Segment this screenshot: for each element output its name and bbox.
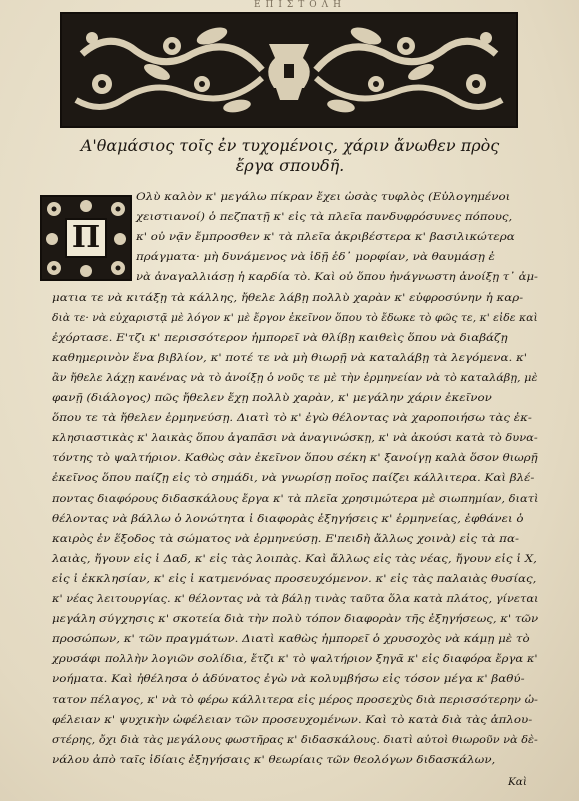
catchword: Καὶ	[507, 776, 527, 788]
text-line: κλησιαστικὰς κ' λαικὰς ὅπου ἀγαπᾶσι νὰ ἀναγινώσκῃ, κ' νὰ ἀκούσι κατὰ τὸ δυνα-	[52, 432, 538, 445]
text-line: χειστιανοί) ὁ πεζπατῇ κ' εἰς τὰ πλεῖα πανδυφρόσυνες πόπους,	[136, 211, 513, 224]
text-line: εἰς ἰ ἐκκλησίαν, κ' εἰς ἰ κατμενόνας προσευχόμενον. κ' εἰς τὰς παλαιὰς θυσίας,	[52, 572, 537, 585]
text-line: ματια τε νὰ κιτάξῃ τὰ κάλλης, ἤθελε λάβῃ πολλὺ χαρὰν κ' εὐφροσύνην ἡ καρ-	[52, 291, 524, 304]
text-line: προσώπων, κ' τῶν πραγμάτων. Διατὶ καθὼς ἠμπορεῖ ὁ χρυσοχὸς νὰ κάμῃ μὲ τὸ	[52, 633, 530, 646]
text-line: ἐκεῖνος ὅπου παίζῃ εἰς τὸ σημάδι, νὰ γνωρίσῃ ποῖος παίζει κάλλιτερα. Καὶ βλέ-	[52, 472, 535, 485]
text-line: φανῇ (διάλογος) πῶς ἤθελεν ἔχῃ πολλὺ χαρὰν, κ' μεγάλην χάριν ἐκεῖνον	[52, 392, 492, 404]
text-line: τατον πέλαγος, κ' νὰ τὸ φέρω κάλλιτερα εἰς μέρος προσεχὺς διὰ περισσότερην ὠ-	[52, 693, 538, 706]
text-line: καιρὸς ἐν ἕξοδος τὰ σώματος νὰ ἑρμηνεύσῃ. Ε'πειδὴ ἄλλως χοινὰ) εἰς τὰ πα-	[52, 532, 519, 545]
text-line: θέλοντας νὰ βάλλω ὁ λονώτητα ἰ διαφορὰς ἐξηγήσεις κ' ἑρμηνείας, ἐφθάνει ὁ	[52, 512, 524, 525]
text-line: κ' οὐ νᾷν ἔμπροσθεν κ' τὰ πλεῖα ἀκριβέστερα κ' βασιλικώτερα	[136, 231, 515, 244]
text-line: νάλου ἀπὸ ταῖς ἰδίαις ἐξηγήσαις κ' θεωρίαις τῶν θεολόγων διδασκάλων,	[52, 753, 496, 766]
text-line: στέρης, ὄχι διὰ τὰς μεγάλους φωστῆρας κ' διδασκάλους. διατὶ αὐτοὶ θιωροῦν νὰ δὲ-	[52, 733, 538, 746]
text-line: πράγματα· μὴ δυνάμενος νὰ ἰδῇ ἑδ᾽ μορφίαν, νὰ θαυμάσῃ ἐ	[136, 251, 495, 264]
heading-line-2: ἔργα σπουδῆ.	[235, 156, 345, 175]
heading-line-1: Α'θαμάσιος τοῖς ἐν τυχομένοις, χάριν ἄνωθεν πρὸς	[80, 136, 500, 155]
text-line: καθημερινὸν ἕνα βιβλίον, κ' ποτέ τε νὰ μὴ θιωρῇ νὰ καταλάβῃ τὰ λεγόμενα. κ'	[52, 351, 528, 364]
text-line: τόντης τὸ ψαλτήριον. Καθὼς σὰν ἐκεῖνον ὅπου σέκη κ' ξανοίγῃ καλὰ ὅσον θιωρῇ	[52, 452, 538, 465]
text-line: λαιὰς, ἤγουν εἰς ἰ Δαδ, κ' εἰς τὰς λοιπὰς. Καὶ ἄλλως εἰς τὰς νέας, ἤγουν εἰς ἰ Χ,	[52, 552, 537, 565]
initial-letter: Π	[65, 218, 107, 258]
text-line: χρυσάφι πολλὴν λογιῶν σολίδια, ἔτζι κ' τὸ ψαλτήριον ξηγᾶ κ' εἰς διαφόρα ἔργα κ'	[52, 653, 538, 666]
text-line: νοήματα. Καὶ ἠθέλησα ὁ ἀδύνατος ἐγὼ νὰ κολυμβήσω εἰς τόσον μέγα κ' βαθύ-	[52, 673, 525, 686]
text-line: διὰ τε· νὰ εὐχαριστᾷ μὲ λόγον κ' μὲ ἔργον ἐκεῖνον ὅπου τὸ ἔδωκε τὸ φῶς τε, κ' εἰδε καὶ	[52, 311, 538, 324]
text-line: κ' νέας λειτουργίας. κ' θέλοντας νὰ τὰ βάλῃ τινὰς ταῦτα ὅλα κατὰ πλάτος, γίνεται	[52, 593, 539, 605]
text-line: ποντας διαφόρους διδασκάλους ἔργα κ' τὰ πλεῖα χρησιμώτερα μὲ σιωπημίαν, διατὶ	[52, 492, 539, 505]
text-line: νὰ ἀναγαλλιάσῃ ἡ καρδία τὸ. Καὶ οὐ ὅπου ἠνάγνωστη ἀνοίξῃ τ᾽ ἀμ-	[136, 271, 538, 284]
text-line: Ολὺ καλὸν κ' μεγάλω πίκραν ἔχει ὡσὰς τυφλὸς (Εὐλογημένοι	[136, 191, 511, 203]
text-line: ἐχόρτασε. Ε'τζι κ' περισσότερον ἠμπορεῖ νὰ θλίβῃ καιθεὶς ὅπου νὰ διαβάζῃ	[52, 331, 508, 344]
running-head: ΕΠΙΣΤΟΛΗ	[253, 0, 347, 10]
text-line: μεγάλη σύγχησις κ' σκοτεία διὰ τὴν πολὺ τόπον διαφορὰν τῆς ἐξηγήσεως, κ' τῶν	[52, 613, 539, 626]
text-line: φέλειαν κ' ψυχικὴν ὠφέλειαν τῶν προσευχομένων. Καὶ τὸ κατὰ διὰ τὰς ἁπλου-	[52, 713, 533, 726]
text-line: ὅπου τε τὰ ἤθελεν ἑρμηνεύσῃ. Διατὶ τὸ κ' ἐγὼ θέλοντας νὰ χαροποιήσω τὰς ἐκ-	[52, 412, 532, 425]
text-line: ἂν ἤθελε λάχῃ κανένας νὰ τὸ ἀνοίξῃ ὁ νοῦς τε μὲ τὴν ἑρμηνείαν νὰ τὸ καταλάβῃ, μὲ	[52, 371, 538, 384]
